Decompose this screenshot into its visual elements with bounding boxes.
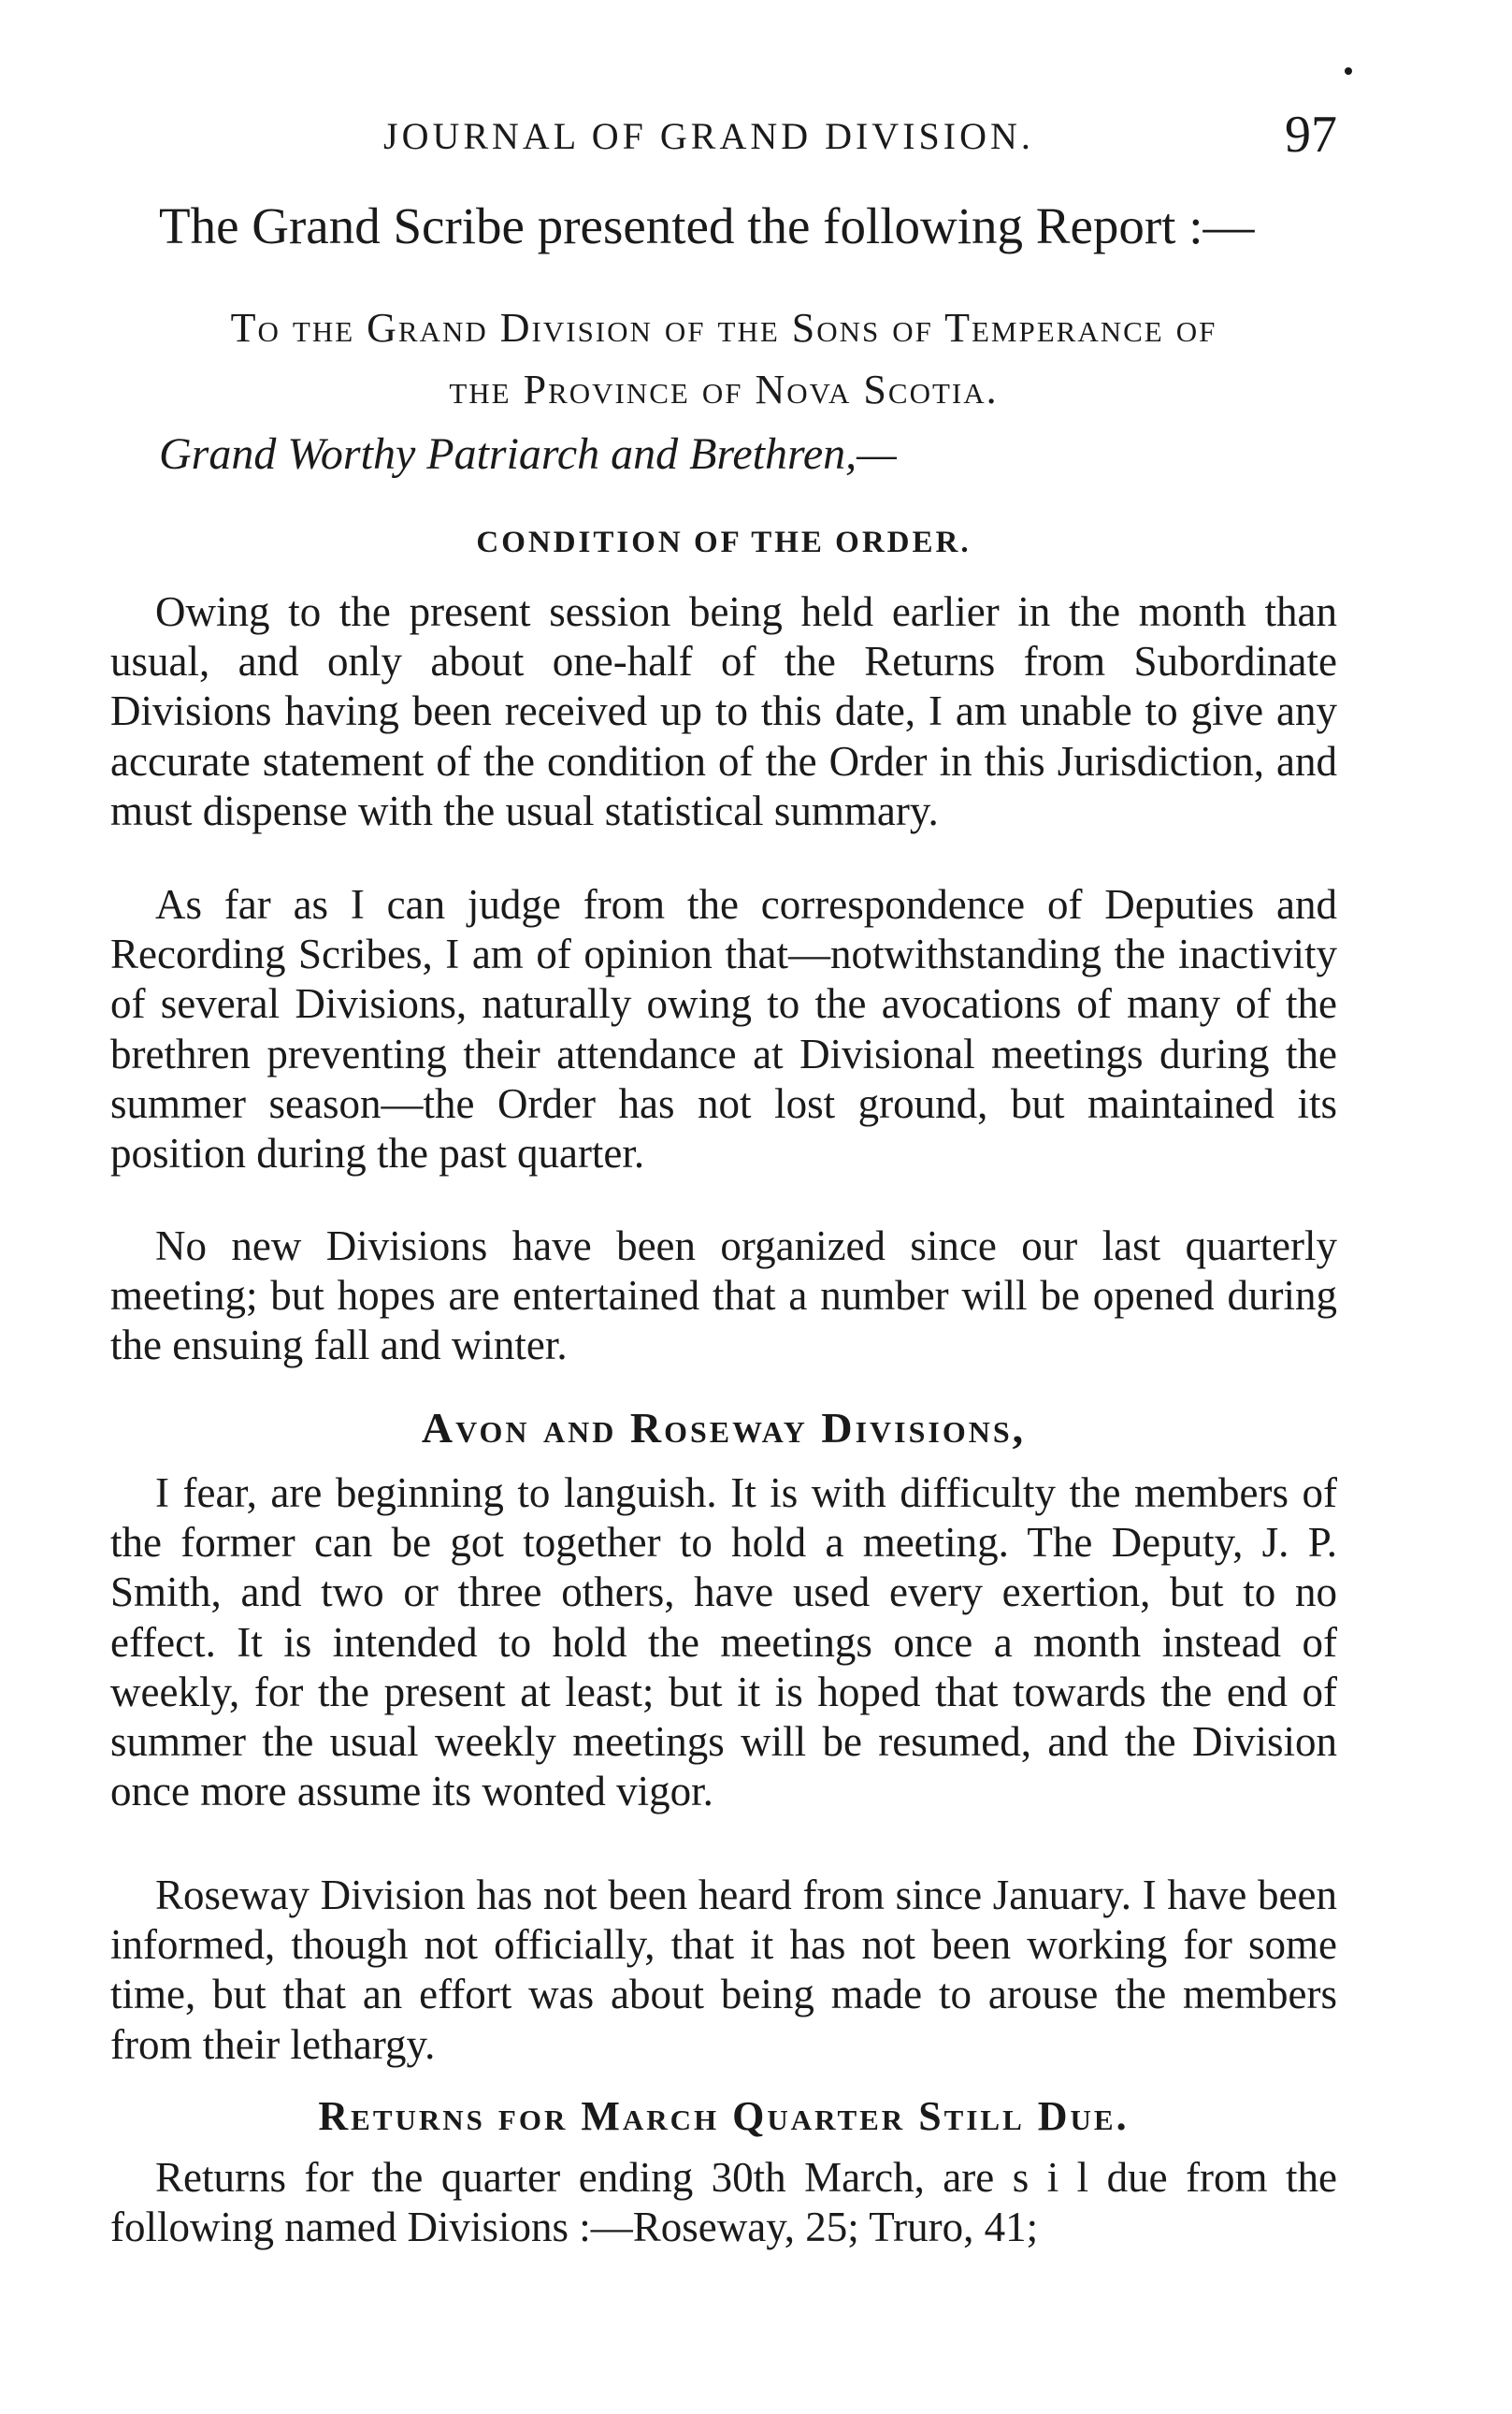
address-line-1: To the Grand Division of the Sons of Temperance of xyxy=(230,305,1217,351)
paragraph-avon-1: I fear, are beginning to languish. It is with difficulty the members of the former can be got together to hold a meeting. The Deputy, J. P. Smith, and two or three others, have used every exertion, but to no effect. It is intended to hold the meetings once a month instead of weekly, for the present at least; but it is hoped that towards the end of summer the usual weekly meetings will be resumed, and the Division once more assume its wonted vigor. xyxy=(110,1469,1337,1815)
paragraph-avon-2: Roseway Division has not been heard from since January. I have been informed, though not officially, that it has not been working for some time, but that an effort was about being made to arouse the members from their lethargy. xyxy=(110,1872,1337,2068)
running-title: JOURNAL OF GRAND DIVISION. xyxy=(383,115,1034,157)
paragraph-returns-1: Returns for the quarter ending 30th March, are s i l due from the following named Divisions :—Roseway, 25; Truro, 41; xyxy=(110,2154,1337,2251)
running-head xyxy=(383,105,1337,164)
heading-returns-due: Returns for March Quarter Still Due. xyxy=(318,2093,1130,2139)
paragraph-condition-1: Owing to the present session being held earlier in the month than usual, and only about one-half of the Returns from Subordinate Divisions having been received up to this date, I am unable to give any accurate statement of the condition of the Order in this Jurisdiction, and must dispense with the usual statistical summary. xyxy=(110,588,1337,834)
paragraph-condition-3: No new Divisions have been organized since our last quarterly meeting; but hopes are entertained that a number will be opened during the ensuing fall and winter. xyxy=(110,1222,1337,1369)
paragraph-condition-2: As far as I can judge from the correspondence of Deputies and Recording Scribes, I am of opinion that—notwithstanding the inactivity of several Divisions, naturally owing to the avocations of many of the brethren preventing their attendance at Divisional meetings during the summer season—the Order has not lost ground, but maintained its position during the past quarter. xyxy=(110,881,1337,1178)
address-block xyxy=(110,297,1337,421)
heading-condition-of-order: CONDITION OF THE ORDER. xyxy=(476,526,972,559)
report-intro: The Grand Scribe presented the following Report :— xyxy=(159,197,1255,254)
address-line-2: the Province of Nova Scotia. xyxy=(449,367,999,412)
print-speck xyxy=(1345,67,1352,75)
heading-avon-roseway: Avon and Roseway Divisions, xyxy=(421,1404,1027,1452)
page-number: 97 xyxy=(1285,106,1337,164)
salutation: Grand Worthy Patriarch and Brethren,— xyxy=(159,429,897,479)
